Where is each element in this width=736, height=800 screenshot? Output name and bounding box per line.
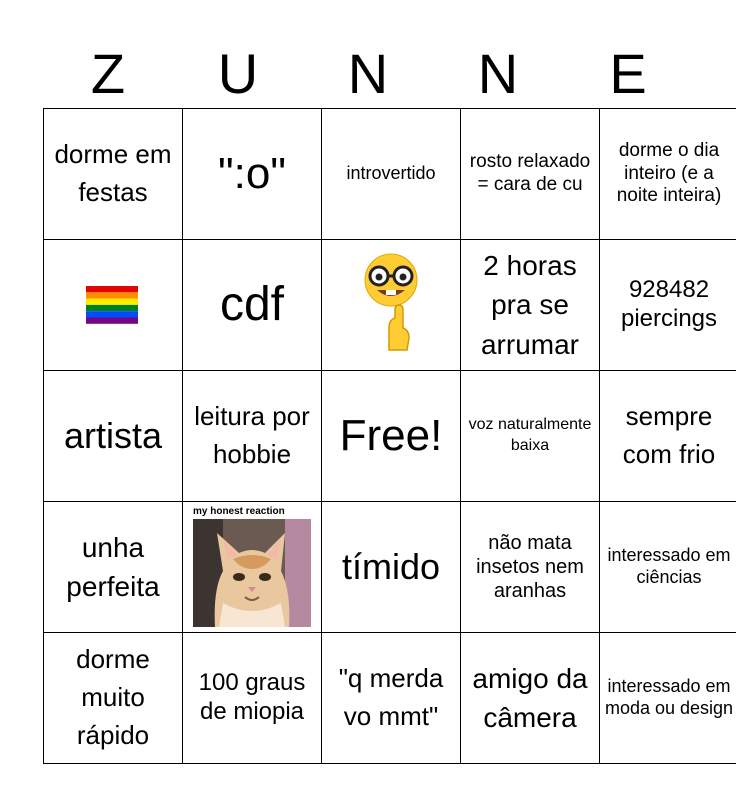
cell-r2c3[interactable]: voz naturalmente baixa <box>461 371 600 502</box>
header-letter-3: N <box>347 42 389 105</box>
cell-r4c3[interactable]: amigo da câmera <box>461 633 600 764</box>
cell-r1c3[interactable]: 2 horas pra se arrumar <box>461 240 600 371</box>
cell-r1c2[interactable] <box>322 240 461 371</box>
cat-meme-image <box>193 519 311 627</box>
cell-r0c0[interactable]: dorme em festas <box>44 109 183 240</box>
header-letter-1: Z <box>90 42 126 105</box>
cell-r2c4[interactable]: sempre com frio <box>600 371 736 502</box>
cell-r3c3[interactable]: não mata insetos nem aranhas <box>461 502 600 633</box>
cell-r0c1[interactable]: ":o" <box>183 109 322 240</box>
nerd-face-pointing-icon <box>359 250 423 354</box>
cell-r3c0[interactable]: unha perfeita <box>44 502 183 633</box>
cell-r2c1[interactable]: leitura por hobbie <box>183 371 322 502</box>
meme-caption: my honest reaction <box>193 506 285 517</box>
header-letter-4: N <box>477 42 519 105</box>
rainbow-flag-icon <box>82 282 144 328</box>
grid-row <box>44 109 736 240</box>
cell-r3c4[interactable]: interessado em ciências <box>600 502 736 633</box>
cat-meme <box>193 505 311 629</box>
cell-r4c4[interactable]: interessado em moda ou design <box>600 633 736 764</box>
cell-r4c1[interactable]: 100 graus de miopia <box>183 633 322 764</box>
cell-r2c2[interactable]: Free! <box>322 371 461 502</box>
cell-r1c4[interactable]: 928482 piercings <box>600 240 736 371</box>
cell-r0c2[interactable]: introvertido <box>322 109 461 240</box>
cell-r4c2[interactable]: "q merda vo mmt" <box>322 633 461 764</box>
cell-r1c0[interactable] <box>44 240 183 371</box>
cell-r4c0[interactable]: dorme muito rápido <box>44 633 183 764</box>
bingo-grid <box>43 108 736 764</box>
grid-row <box>44 502 736 633</box>
bingo-header <box>43 40 693 108</box>
cell-r3c2[interactable]: tímido <box>322 502 461 633</box>
grid-row <box>44 371 736 502</box>
cell-r0c4[interactable]: dorme o dia inteiro (e a noite inteira) <box>600 109 736 240</box>
cell-r0c3[interactable]: rosto relaxado = cara de cu <box>461 109 600 240</box>
grid-row <box>44 633 736 764</box>
grid-row <box>44 240 736 371</box>
header-letter-5: E <box>609 42 647 105</box>
header-letter-2: U <box>217 42 259 105</box>
cell-r1c1[interactable]: cdf <box>183 240 322 371</box>
cell-r3c1[interactable] <box>183 502 322 633</box>
cell-r2c0[interactable]: artista <box>44 371 183 502</box>
